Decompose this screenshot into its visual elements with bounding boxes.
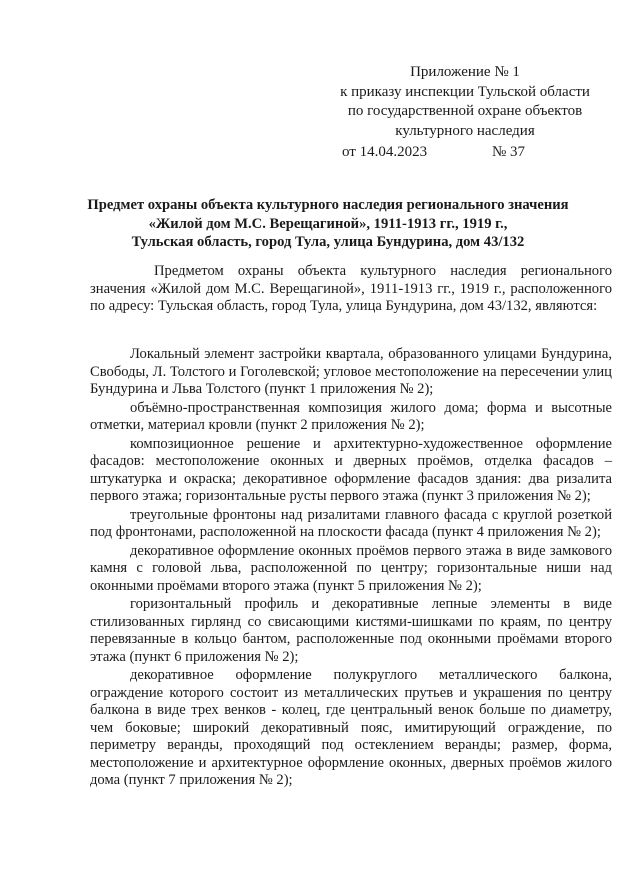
- protection-item: горизонтальный профиль и декоративные лепные элементы в виде стилизованных гирлянд со свисающими кистями-шишками по краям, по центру перевязанные в кольцо бантом, расположенные под оконными проёмами второго этажа (пункт 6 приложения № 2);: [90, 596, 612, 665]
- protection-item: Локальный элемент застройки квартала, образованного улицами Бундурина, Свободы, Л. Толстого и Гоголевской; угловое местоположение на пересечении улиц Бундурина и Льва Толстого (пункт 1 приложения № 2);: [90, 346, 612, 397]
- order-date: от 14.04.2023: [342, 144, 428, 160]
- appendix-line: к приказу инспекции Тульской области: [340, 83, 590, 100]
- protection-item: объёмно-пространственная композиция жилого дома; форма и высотные отметки, материал кровли (пункт 2 приложения № 2);: [90, 399, 612, 433]
- title-line: Тульская область, город Тула, улица Бундурина, дом 43/132: [131, 234, 525, 250]
- protection-item: композиционное решение и архитектурно-художественное оформление фасадов: местоположение оконных и дверных проёмов, отделка фасадов – штукатурка и окраска; декоративное оформление фасадов здания: два ризалита первого этажа; горизонтальные русты первого этажа (пункт 3 приложения № 2);: [90, 435, 612, 504]
- title-line: Предмет охраны объекта культурного наследия регионального значения: [87, 197, 569, 213]
- order-number: № 37: [492, 144, 526, 160]
- appendix-header: [330, 63, 600, 141]
- title-line: «Жилой дом М.С. Верещагиной», 1911-1913 гг., 1919 г.,: [148, 215, 508, 232]
- protection-item: декоративное оформление полукруглого металлического балкона, ограждение которого состоит из металлических прутьев и украшения по центру балкона в виде трех венков - колец, где центральный венок больше по диаметру, чем боковые; широкий декоративный пояс, имитирующий ограждение, по периметру веранды, проходящий под остеклением веранды; размер, форма, местоположение и архитектурное оформление оконных, дверных проёмов жилого дома (пункт 7 приложения № 2);: [90, 667, 612, 788]
- document-title: [40, 196, 616, 252]
- appendix-line: культурного наследия: [395, 122, 535, 139]
- appendix-line: по государственной охране объектов: [347, 103, 583, 120]
- protection-items-list: [90, 346, 612, 791]
- protection-item: декоративное оформление оконных проёмов первого этажа в виде замкового камня с головой льва, расположенной по центру; горизонтальные ниши над оконными проёмами второго этажа (пункт 5 приложения № 2);: [90, 542, 612, 594]
- intro-paragraph: Предметом охраны объекта культурного наследия регионального значения «Жилой дом М.С. Верещагиной», 1911-1913 гг., 1919 г., расположенного по адресу: Тульская область, город Тула, улица Бундурина, дом 43/132, являются:: [90, 263, 612, 314]
- protection-item: треугольные фронтоны над ризалитами главного фасада с круглой розеткой под фронтонами, расположенной на плоскости фасада (пункт 4 приложения № 2);: [90, 506, 612, 540]
- appendix-line: Приложение № 1: [410, 64, 520, 80]
